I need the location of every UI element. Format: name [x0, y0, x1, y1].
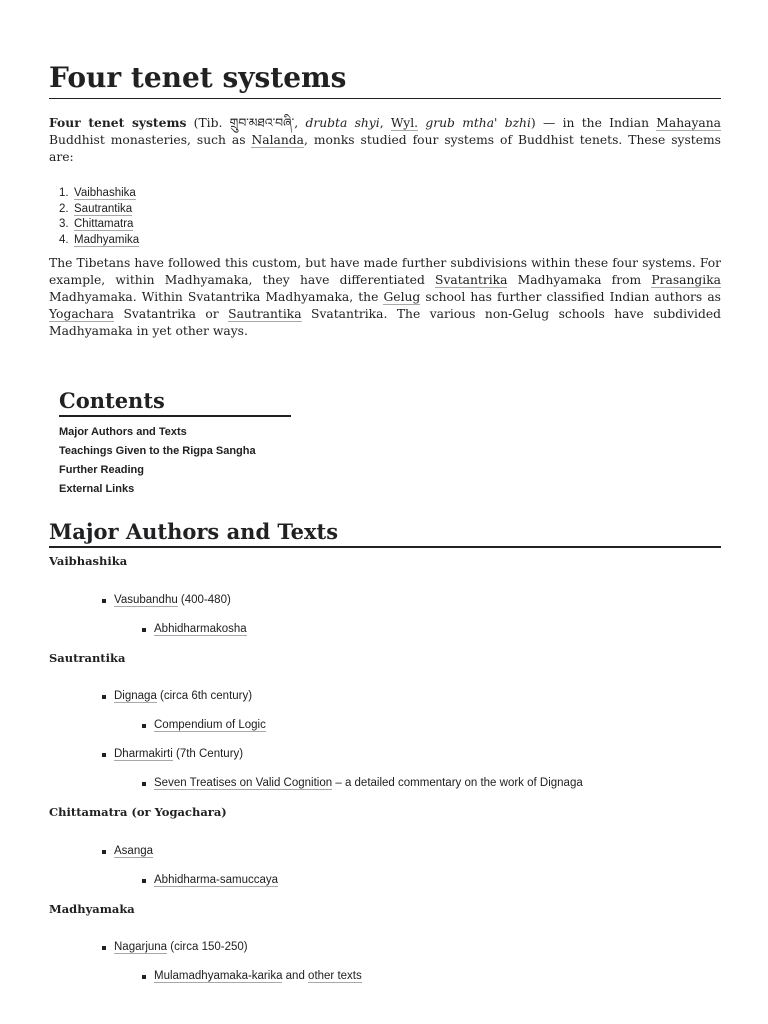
list-item — [114, 746, 243, 762]
toc-item-major-authors[interactable]: Major Authors and Texts — [59, 426, 187, 438]
prasangika-link[interactable]: Prasangika — [651, 273, 721, 287]
bullet-icon — [142, 724, 146, 728]
vasubandhu-dates: (400-480) — [177, 594, 231, 606]
toc-item-external-links[interactable]: External Links — [59, 483, 135, 495]
mulamadhyamaka-karika-link[interactable]: Mulamadhyamaka-karika — [154, 970, 283, 982]
subheading-madhyamaka: Madhyamaka — [49, 902, 135, 916]
list-item — [154, 968, 362, 984]
section-heading-major-authors: Major Authors and Texts — [49, 519, 721, 548]
list-item — [154, 775, 583, 791]
list-item — [49, 217, 139, 233]
list-number: 3. — [59, 218, 69, 231]
nalanda-link[interactable]: Nalanda — [251, 133, 304, 147]
toc-list — [59, 423, 291, 499]
and-text: and — [282, 970, 309, 982]
para2-text-6: Svatantrika. The various non-Gelug schools have subdivided Madhyamaka in yet other ways. — [49, 307, 721, 338]
gelug-link[interactable]: Gelug — [383, 290, 421, 304]
list-item — [114, 592, 231, 608]
list-item — [154, 717, 266, 733]
list-number: 2. — [59, 202, 69, 215]
vaibhashika-link[interactable]: Vaibhashika — [74, 187, 136, 199]
para2-text-3: Madhyamaka. Within Svatantrika Madhyamaka, the — [49, 290, 384, 304]
vasubandhu-link[interactable]: Vasubandhu — [114, 594, 178, 606]
bullet-icon — [142, 879, 146, 883]
subheading-sautrantika: Sautrantika — [49, 651, 126, 665]
nagarjuna-link[interactable]: Nagarjuna — [114, 941, 168, 953]
bullet-icon — [102, 599, 106, 603]
nagarjuna-dates: (circa 150-250) — [167, 941, 248, 953]
yogachara-link[interactable]: Yogachara — [49, 307, 115, 321]
intro-mid: Buddhist monasteries, such as — [49, 133, 252, 147]
tibetan-script: གྲུབ་མཐའ་བཞི་ — [229, 116, 295, 130]
bullet-icon — [102, 946, 106, 950]
subheading-chittamatra: Chittamatra (or Yogachara) — [49, 805, 227, 819]
dignaga-dates: (circa 6th century) — [156, 690, 253, 702]
dignaga-link[interactable]: Dignaga — [114, 690, 157, 702]
bullet-icon — [142, 975, 146, 979]
other-texts-link[interactable]: other texts — [308, 970, 362, 982]
toc-title: Contents — [59, 388, 291, 417]
list-item — [154, 872, 278, 888]
intro-tib-prefix: (Tib. — [193, 116, 230, 130]
bullet-icon — [102, 753, 106, 757]
bullet-icon — [102, 850, 106, 854]
subheading-vaibhashika: Vaibhashika — [49, 554, 128, 568]
abhidharma-samuccaya-link[interactable]: Abhidharma-samuccaya — [154, 874, 279, 886]
list-item — [49, 202, 139, 218]
para2-text-2: Madhyamaka from — [507, 273, 652, 287]
mahayana-link[interactable]: Mahayana — [656, 116, 721, 130]
intro-comma-1: , — [294, 116, 306, 130]
bullet-icon — [142, 782, 146, 786]
abhidharmakosha-link[interactable]: Abhidharmakosha — [154, 623, 247, 635]
seven-treatises-note: – a detailed commentary on the work of Dignaga — [332, 777, 583, 789]
wylie-link[interactable]: Wyl. — [390, 116, 419, 130]
bullet-icon — [102, 695, 106, 699]
list-number: 4. — [59, 234, 69, 247]
wylie-term: grub mtha' bzhi — [425, 116, 531, 130]
seven-treatises-link[interactable]: Seven Treatises on Valid Cognition — [154, 777, 333, 789]
table-of-contents — [59, 388, 291, 499]
para2-text-4: school has further classified Indian authors as — [420, 290, 721, 304]
dharmakirti-dates: (7th Century) — [172, 748, 244, 760]
para2-text-5: Svatantrika or — [114, 307, 229, 321]
bullet-icon — [142, 628, 146, 632]
intro-end: , monks studied four systems of Buddhist tenets. These systems are: — [49, 133, 721, 164]
list-item — [49, 233, 139, 249]
list-item — [154, 621, 247, 637]
dharmakirti-link[interactable]: Dharmakirti — [114, 748, 173, 760]
intro-paragraph — [49, 114, 721, 166]
systems-list — [49, 186, 139, 249]
sautrantika-svatantrika-link[interactable]: Sautrantika — [228, 307, 302, 321]
intro-after-paren: ) — in the Indian — [530, 116, 657, 130]
toc-item-further-reading[interactable]: Further Reading — [59, 464, 144, 476]
intro-bold-term: Four tenet systems — [49, 115, 187, 130]
toc-item-teachings[interactable]: Teachings Given to the Rigpa Sangha — [59, 445, 256, 457]
svatantrika-link[interactable]: Svatantrika — [435, 273, 508, 287]
madhyamika-link[interactable]: Madhyamika — [74, 234, 140, 247]
list-number: 1. — [59, 187, 69, 199]
asanga-link[interactable]: Asanga — [114, 845, 154, 857]
sautrantika-link[interactable]: Sautrantika — [74, 202, 133, 215]
list-item — [49, 186, 139, 202]
chittamatra-link[interactable]: Chittamatra — [74, 218, 134, 231]
subdivisions-paragraph — [49, 255, 721, 340]
list-item — [114, 843, 153, 859]
page-title: Four tenet systems — [49, 60, 721, 99]
intro-comma-2: , — [379, 116, 391, 130]
compendium-of-logic-link[interactable]: Compendium of Logic — [154, 719, 266, 731]
para2-text-1: The Tibetans have followed this custom, but have made further subdivisions within these four systems. For example, within Madhyamaka, they have differentiated — [49, 256, 721, 287]
list-item — [114, 688, 252, 704]
phonetic-term: drubta shyi — [305, 116, 380, 130]
list-item — [114, 939, 248, 955]
